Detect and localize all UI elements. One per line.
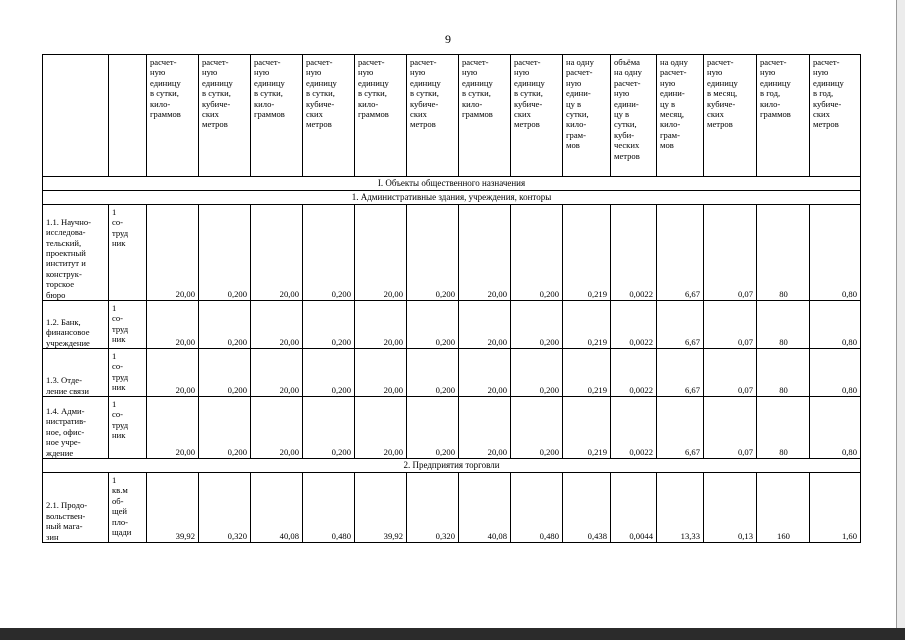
subsection-title: 1. Административные здания, учреждения, конторы bbox=[43, 191, 861, 205]
value-cell: 0,80 bbox=[810, 397, 861, 459]
header-row bbox=[43, 55, 861, 177]
value-cell: 0,200 bbox=[199, 301, 251, 349]
table-row bbox=[43, 349, 861, 397]
value-cell: 0,219 bbox=[563, 301, 611, 349]
row-unit-cell: 1 со- труд ник bbox=[109, 205, 147, 301]
value-cell: 6,67 bbox=[657, 205, 704, 301]
header-cell: расчет- ную единицу в сутки, кубиче- ских метров bbox=[303, 55, 355, 177]
value-cell: 0,480 bbox=[303, 473, 355, 543]
value-cell: 20,00 bbox=[147, 205, 199, 301]
table-row bbox=[43, 301, 861, 349]
row-name-cell: 1.4. Адми- нистратив- ное, офис- ное учре- ждение bbox=[43, 397, 109, 459]
row-unit-cell: 1 со- труд ник bbox=[109, 349, 147, 397]
value-cell: 0,200 bbox=[303, 205, 355, 301]
value-cell: 0,200 bbox=[511, 205, 563, 301]
table-row bbox=[43, 473, 861, 543]
value-cell: 0,07 bbox=[704, 301, 757, 349]
value-cell: 0,200 bbox=[303, 301, 355, 349]
header-empty-cell bbox=[43, 55, 109, 177]
norms-table bbox=[42, 54, 861, 543]
header-cell: расчет- ную единицу в сутки, кило- граммов bbox=[147, 55, 199, 177]
subsection-title: 2. Предприятия торговли bbox=[43, 459, 861, 473]
value-cell: 80 bbox=[757, 397, 810, 459]
header-cell: расчет- ную единицу в сутки, кубиче- ских метров bbox=[407, 55, 459, 177]
value-cell: 20,00 bbox=[251, 301, 303, 349]
value-cell: 20,00 bbox=[251, 349, 303, 397]
subsection-row bbox=[43, 191, 861, 205]
value-cell: 20,00 bbox=[459, 205, 511, 301]
row-unit-cell: 1 со- труд ник bbox=[109, 397, 147, 459]
row-name-cell: 1.1. Научно- исследова- тельский, проектный институт и конструк- торское бюро bbox=[43, 205, 109, 301]
row-unit-cell: 1 кв.м об- щей пло- щади bbox=[109, 473, 147, 543]
value-cell: 20,00 bbox=[355, 301, 407, 349]
header-cell: расчет- ную единицу в сутки, кубиче- ских метров bbox=[199, 55, 251, 177]
page-edge-bottom bbox=[0, 628, 905, 640]
value-cell: 80 bbox=[757, 301, 810, 349]
value-cell: 0,200 bbox=[407, 349, 459, 397]
header-cell: на одну расчет- ную едини- цу в месяц, кило- грам- мов bbox=[657, 55, 704, 177]
value-cell: 39,92 bbox=[355, 473, 407, 543]
value-cell: 0,13 bbox=[704, 473, 757, 543]
value-cell: 0,0022 bbox=[611, 301, 657, 349]
header-cell: расчет- ную единицу в сутки, кубиче- ских метров bbox=[511, 55, 563, 177]
value-cell: 6,67 bbox=[657, 301, 704, 349]
row-name-cell: 1.3. Отде- ление связи bbox=[43, 349, 109, 397]
value-cell: 0,480 bbox=[511, 473, 563, 543]
value-cell: 0,200 bbox=[303, 397, 355, 459]
value-cell: 20,00 bbox=[459, 301, 511, 349]
value-cell: 0,219 bbox=[563, 349, 611, 397]
header-cell: расчет- ную единицу в сутки, кило- граммов bbox=[355, 55, 407, 177]
header-cell: расчет- ную единицу в месяц, кубиче- ских метров bbox=[704, 55, 757, 177]
row-unit-cell: 1 со- труд ник bbox=[109, 301, 147, 349]
value-cell: 0,219 bbox=[563, 397, 611, 459]
value-cell: 13,33 bbox=[657, 473, 704, 543]
value-cell: 0,200 bbox=[407, 397, 459, 459]
value-cell: 0,200 bbox=[511, 349, 563, 397]
value-cell: 80 bbox=[757, 349, 810, 397]
value-cell: 0,80 bbox=[810, 349, 861, 397]
header-cell: расчет- ную единицу в сутки, кило- граммов bbox=[251, 55, 303, 177]
value-cell: 6,67 bbox=[657, 397, 704, 459]
value-cell: 0,80 bbox=[810, 301, 861, 349]
header-empty-cell bbox=[109, 55, 147, 177]
value-cell: 80 bbox=[757, 205, 810, 301]
value-cell: 0,200 bbox=[511, 397, 563, 459]
header-cell: объёма на одну расчет- ную едини- цу в сутки, куби- ческих метров bbox=[611, 55, 657, 177]
value-cell: 160 bbox=[757, 473, 810, 543]
value-cell: 0,0022 bbox=[611, 397, 657, 459]
value-cell: 0,200 bbox=[303, 349, 355, 397]
value-cell: 20,00 bbox=[251, 397, 303, 459]
value-cell: 20,00 bbox=[147, 397, 199, 459]
value-cell: 40,08 bbox=[251, 473, 303, 543]
value-cell: 0,320 bbox=[407, 473, 459, 543]
header-cell: расчет- ную единицу в год, кубиче- ских метров bbox=[810, 55, 861, 177]
page-edge-right bbox=[896, 0, 905, 640]
value-cell: 0,200 bbox=[199, 205, 251, 301]
value-cell: 6,67 bbox=[657, 349, 704, 397]
table-row bbox=[43, 397, 861, 459]
value-cell: 20,00 bbox=[147, 301, 199, 349]
section-row bbox=[43, 177, 861, 191]
value-cell: 20,00 bbox=[459, 397, 511, 459]
value-cell: 20,00 bbox=[147, 349, 199, 397]
section-title: I. Объекты общественного назначения bbox=[43, 177, 861, 191]
value-cell: 0,200 bbox=[199, 349, 251, 397]
value-cell: 0,07 bbox=[704, 349, 757, 397]
value-cell: 40,08 bbox=[459, 473, 511, 543]
value-cell: 0,0044 bbox=[611, 473, 657, 543]
value-cell: 0,80 bbox=[810, 205, 861, 301]
value-cell: 0,219 bbox=[563, 205, 611, 301]
header-cell: расчет- ную единицу в год, кило- граммов bbox=[757, 55, 810, 177]
value-cell: 20,00 bbox=[355, 397, 407, 459]
row-name-cell: 2.1. Продо- вольствен- ный мага- зин bbox=[43, 473, 109, 543]
value-cell: 0,200 bbox=[199, 397, 251, 459]
value-cell: 0,320 bbox=[199, 473, 251, 543]
value-cell: 0,0022 bbox=[611, 205, 657, 301]
row-name-cell: 1.2. Банк, финансовое учреждение bbox=[43, 301, 109, 349]
value-cell: 0,200 bbox=[407, 301, 459, 349]
value-cell: 0,07 bbox=[704, 205, 757, 301]
value-cell: 39,92 bbox=[147, 473, 199, 543]
value-cell: 0,07 bbox=[704, 397, 757, 459]
value-cell: 0,0022 bbox=[611, 349, 657, 397]
page-number: 9 bbox=[445, 32, 451, 46]
value-cell: 20,00 bbox=[355, 205, 407, 301]
value-cell: 0,200 bbox=[511, 301, 563, 349]
subsection-row bbox=[43, 459, 861, 473]
value-cell: 20,00 bbox=[355, 349, 407, 397]
header-cell: на одну расчет- ную едини- цу в сутки, кило- грам- мов bbox=[563, 55, 611, 177]
value-cell: 1,60 bbox=[810, 473, 861, 543]
value-cell: 20,00 bbox=[251, 205, 303, 301]
table-row bbox=[43, 205, 861, 301]
value-cell: 20,00 bbox=[459, 349, 511, 397]
value-cell: 0,438 bbox=[563, 473, 611, 543]
value-cell: 0,200 bbox=[407, 205, 459, 301]
header-cell: расчет- ную единицу в сутки, кило- граммов bbox=[459, 55, 511, 177]
